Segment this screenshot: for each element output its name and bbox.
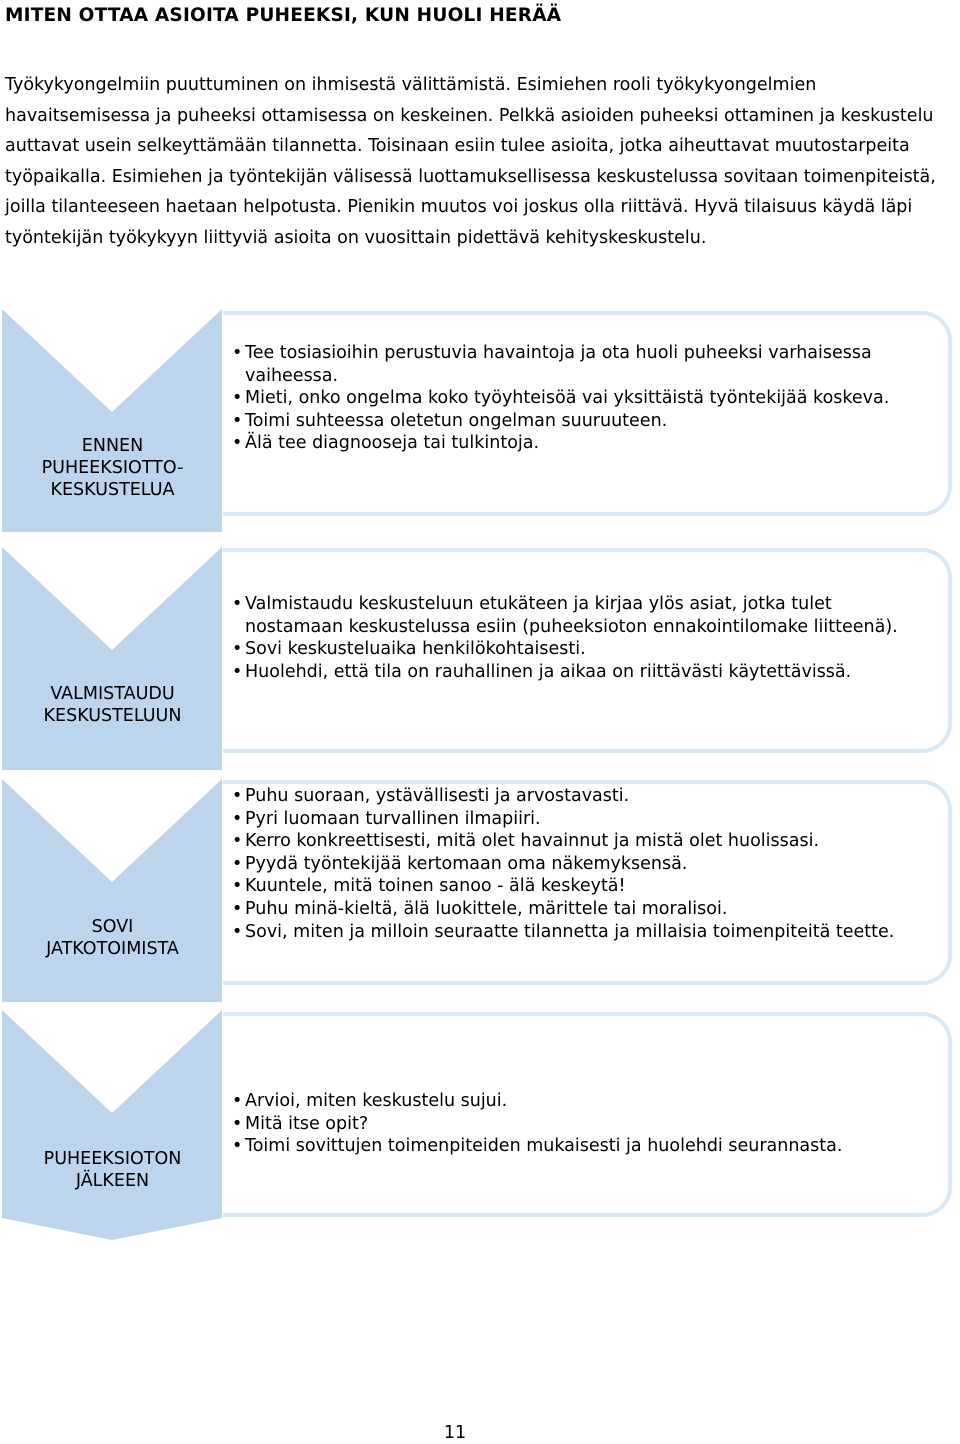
list-item: • Tee tosiasioihin perustuvia havaintoja ja ota huoli puheeksi varhaisessa vaiheessa. bbox=[232, 342, 922, 387]
step-2-chevron-shape bbox=[0, 545, 225, 770]
step-4-chevron-fill bbox=[2, 1010, 222, 1240]
step-1-bullet-list bbox=[232, 342, 922, 455]
list-item: • Pyri luomaan turvallinen ilmapiiri. bbox=[232, 808, 922, 831]
step-4-chevron bbox=[0, 1008, 225, 1240]
step-3-bullet-list bbox=[232, 785, 922, 943]
step-3-chevron bbox=[0, 777, 225, 1002]
step-2-label-line: KESKUSTELUUN bbox=[43, 706, 182, 726]
step-2-bullet-list bbox=[232, 593, 922, 683]
step-3-label bbox=[0, 916, 225, 960]
list-item: • Puhu suoraan, ystävällisesti ja arvostavasti. bbox=[232, 785, 922, 808]
step-2-label bbox=[0, 683, 225, 727]
list-item: • Arvioi, miten keskustelu sujui. bbox=[232, 1090, 922, 1113]
list-item: • Pyydä työntekijää kertomaan oma näkemyksensä. bbox=[232, 853, 922, 876]
list-item: • Toimi sovittujen toimenpiteiden mukaisesti ja huolehdi seurannasta. bbox=[232, 1135, 922, 1158]
list-item: • Sovi keskusteluaika henkilökohtaisesti. bbox=[232, 638, 922, 661]
step-4-bullet-list bbox=[232, 1090, 922, 1158]
list-item: • Toimi suhteessa oletetun ongelman suuruuteen. bbox=[232, 410, 922, 433]
step-2-label-line: VALMISTAUDU bbox=[50, 684, 175, 704]
list-item: • Kerro konkreettisesti, mitä olet havainnut ja mistä olet huolissasi. bbox=[232, 830, 922, 853]
step-3-label-line: SOVI bbox=[91, 917, 134, 937]
step-3-label-line: JATKOTOIMISTA bbox=[46, 939, 179, 959]
step-4-chevron-shape bbox=[0, 1008, 225, 1240]
step-3-chevron-shape bbox=[0, 777, 225, 1002]
step-1-label bbox=[0, 435, 225, 501]
step-1-label-line: KESKUSTELUA bbox=[50, 480, 175, 500]
list-item: • Puhu minä-kieltä, älä luokittele, märittele tai moralisoi. bbox=[232, 898, 922, 921]
step-2-chevron bbox=[0, 545, 225, 770]
list-item: • Kuuntele, mitä toinen sanoo - älä keskeytä! bbox=[232, 875, 922, 898]
step-3-chevron-fill bbox=[2, 779, 222, 1002]
step-1-label-line: PUHEEKSIOTTO- bbox=[41, 458, 184, 478]
page-number: 11 bbox=[443, 1423, 467, 1443]
list-item: • Mitä itse opit? bbox=[232, 1113, 922, 1136]
intro-paragraph: Työkykyongelmiin puuttuminen on ihmisestä välittämistä. Esimiehen rooli työkykyongelmien havaitsemisessa ja puheeksi ottamisessa on keskeinen. Pelkkä asioiden puheeksi ottaminen ja keskustelu auttavat usein selkeyttämään tilannetta. Toisinaan esiin tulee asioita, jotka aiheuttavat muutostarpeita työpaikalla. Esimiehen ja työntekijän välisessä luottamuksellisessa keskustelussa sovitaan toimenpiteistä, joilla tilanteeseen haetaan helpotusta. Pienikin muutos voi joskus olla riittävä. Hyvä tilaisuus käydä läpi työntekijän työkykyyn liittyviä asioita on vuosittain pidettävä kehityskeskustelu. bbox=[5, 75, 936, 248]
step-2-chevron-fill bbox=[2, 547, 222, 770]
step-4-label-line: PUHEEKSIOTON bbox=[43, 1149, 182, 1169]
list-item: • Huolehdi, että tila on rauhallinen ja aikaa on riittävästi käytettävissä. bbox=[232, 661, 922, 684]
step-4-label bbox=[0, 1148, 225, 1192]
page-title: MITEN OTTAA ASIOITA PUHEEKSI, KUN HUOLI HERÄÄ bbox=[5, 5, 562, 26]
list-item: • Mieti, onko ongelma koko työyhteisöä vai yksittäistä työntekijää koskeva. bbox=[232, 387, 922, 410]
step-4-label-line: JÄLKEEN bbox=[75, 1171, 150, 1191]
list-item: • Valmistaudu keskusteluun etukäteen ja kirjaa ylös asiat, jotka tulet nostamaan keskustelussa esiin (puheeksioton ennakointilomake liitteenä). bbox=[232, 593, 922, 638]
list-item: • Sovi, miten ja milloin seuraatte tilannetta ja millaisia toimenpiteitä teette. bbox=[232, 921, 922, 944]
step-1-label-line: ENNEN bbox=[81, 436, 144, 456]
list-item: • Älä tee diagnooseja tai tulkintoja. bbox=[232, 432, 922, 455]
